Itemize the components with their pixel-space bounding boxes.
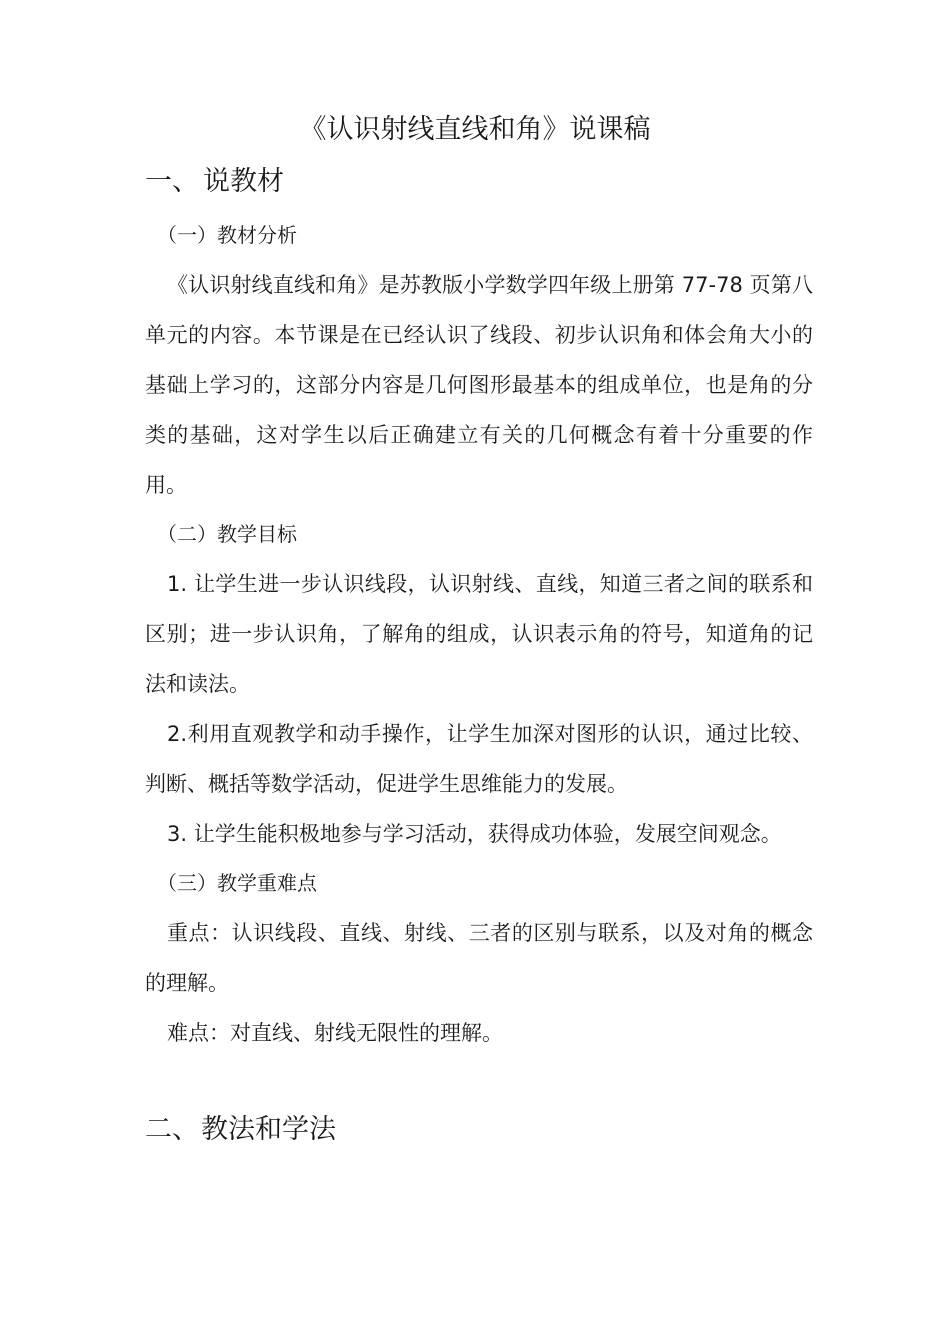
subsection-heading-goals: （二）教学目标 — [157, 522, 297, 546]
section-heading-1 — [145, 162, 284, 202]
paragraph-analysis: 《认识射线直线和角》是苏教版小学数学四年级上册第 77-78 页第八单元的内容。本节课是在已经认识了线段、初步认识角和体会角大小的基础上学习的，这部分内容是几何图形最基本的组成单位，也是角的分类的基础，这对学生以后正确建立有关的几何概念有着十分重要的作用。 — [145, 273, 813, 497]
section-number: 二、 — [145, 1114, 199, 1145]
section-number: 一、 — [145, 166, 199, 197]
paragraph-goal-3: 3. 让学生能积极地参与学习活动，获得成功体验，发展空间观念。 — [167, 822, 782, 846]
section-heading-2 — [145, 1110, 336, 1150]
subsection-heading-analysis: （一）教材分析 — [157, 223, 297, 247]
paragraph-key-point: 重点：认识线段、直线、射线、三者的区别与联系，以及对角的概念的理解。 — [145, 921, 813, 995]
paragraph-difficulty: 难点：对直线、射线无限性的理解。 — [167, 1021, 503, 1045]
paragraph-goal-2: 2.利用直观教学和动手操作，让学生加深对图形的认识，通过比较、判断、概括等数学活动，促进学生思维能力的发展。 — [145, 722, 813, 796]
paragraph-goal-1: 1. 让学生进一步认识线段，认识射线、直线，知道三者之间的联系和区别；进一步认识角，了解角的组成，认识表示角的符号，知道角的记法和读法。 — [145, 572, 813, 696]
section-heading-text: 教法和学法 — [201, 1114, 336, 1145]
section-heading-text: 说教材 — [203, 166, 284, 197]
subsection-heading-key-points: （三）教学重难点 — [157, 871, 317, 895]
document-title: 《认识射线直线和角》说课稿 — [299, 114, 651, 145]
